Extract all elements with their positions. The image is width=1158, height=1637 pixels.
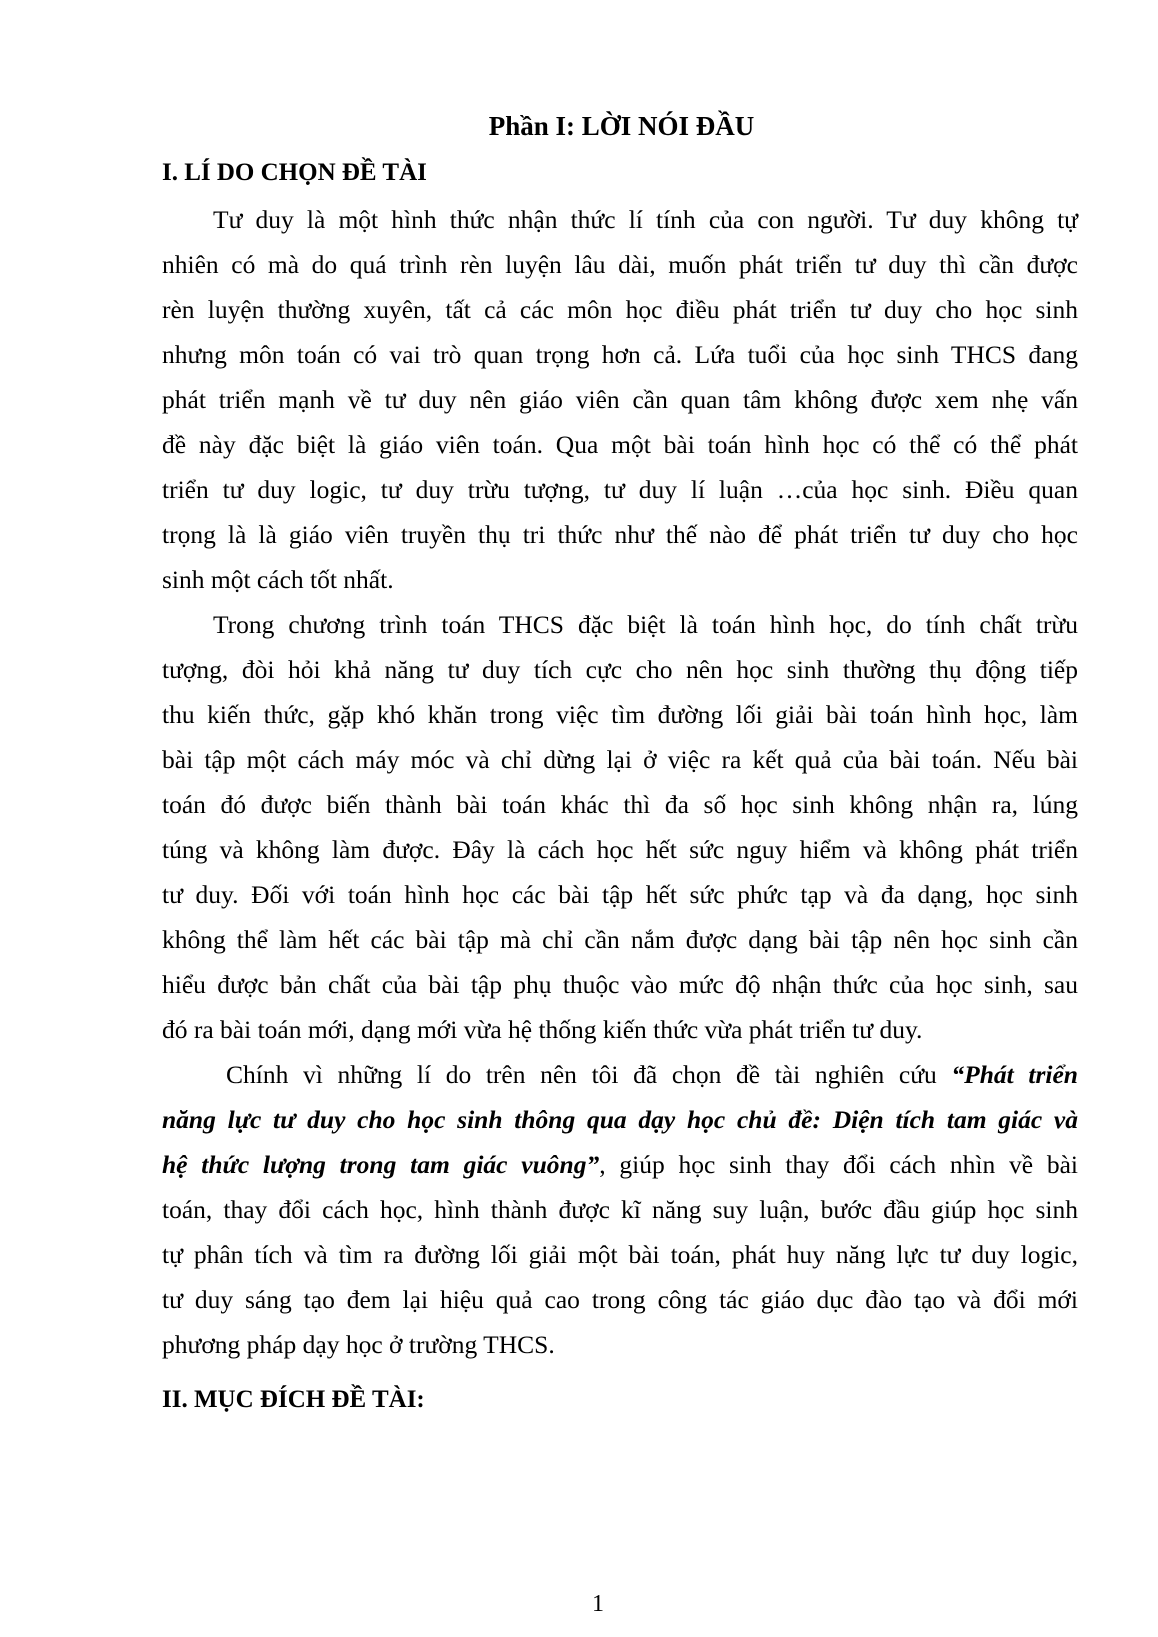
paragraph-line: thu kiến thức, gặp khó khăn trong việc tìm đường lối giải bài toán hình học, làm [162, 700, 1078, 729]
paragraph-line: tượng, đòi hỏi khả năng tư duy tích cực cho nên học sinh thường thụ động tiếp [162, 655, 1078, 684]
section-heading-1: I. LÍ DO CHỌN ĐỀ TÀI [162, 159, 427, 186]
paragraph-line: hiểu được bản chất của bài tập phụ thuộc vào mức độ nhận thức của học sinh, sau [162, 970, 1078, 999]
paragraph-line: toán đó được biến thành bài toán khác thì đa số học sinh không nhận ra, lúng [162, 790, 1078, 819]
paragraph-line: nhiên có mà do quá trình rèn luyện lâu dài, muốn phát triển tư duy thì cần được [162, 250, 1078, 279]
paragraph-line: túng và không làm được. Đây là cách học hết sức nguy hiểm và không phát triển [162, 835, 1078, 864]
section-heading-2: II. MỤC ĐÍCH ĐỀ TÀI: [162, 1386, 425, 1413]
paragraph-line: Trong chương trình toán THCS đặc biệt là toán hình học, do tính chất trừu [213, 610, 1078, 639]
line-text: , giúp học sinh thay đổi cách nhìn về bài [599, 1150, 1078, 1179]
paragraph-line: bài tập một cách máy móc và chỉ dừng lại ở việc ra kết quả của bài toán. Nếu bài [162, 745, 1078, 774]
paragraph-line: tự phân tích và tìm ra đường lối giải một bài toán, phát huy năng lực tư duy logic, [162, 1240, 1078, 1269]
paragraph-line: đề này đặc biệt là giáo viên toán. Qua một bài toán hình học có thể có thể phát [162, 430, 1078, 459]
topic-title-part-1: “Phát triển [951, 1060, 1078, 1089]
paragraph-line: rèn luyện thường xuyên, tất cả các môn học điều phát triển tư duy cho học sinh [162, 295, 1078, 324]
paragraph-line: sinh một cách tốt nhất. [162, 565, 394, 594]
paragraph-line: trọng là là giáo viên truyền thụ tri thức như thế nào để phát triển tư duy cho học [162, 520, 1078, 549]
paragraph-line: tư duy sáng tạo đem lại hiệu quả cao trong công tác giáo dục đào tạo và đổi mới [162, 1285, 1078, 1314]
paragraph-line: Tư duy là một hình thức nhận thức lí tính của con người. Tư duy không tự [213, 205, 1078, 234]
line-text: Chính vì những lí do trên nên tôi đã chọn đề tài nghiên cứu [226, 1060, 952, 1089]
paragraph-line: đó ra bài toán mới, dạng mới vừa hệ thống kiến thức vừa phát triển tư duy. [162, 1015, 923, 1044]
paragraph-line: phát triển mạnh về tư duy nên giáo viên cần quan tâm không được xem nhẹ vấn [162, 385, 1078, 414]
paragraph-line: tư duy. Đối với toán hình học các bài tập hết sức phức tạp và đa dạng, học sinh [162, 880, 1078, 909]
page-title: Phần I: LỜI NÓI ĐẦU [488, 111, 755, 141]
paragraph-line: toán, thay đổi cách học, hình thành được kĩ năng suy luận, bước đầu giúp học sinh [162, 1195, 1078, 1224]
paragraph-line: triển tư duy logic, tư duy trừu tượng, tư duy lí luận …của học sinh. Điều quan [162, 475, 1078, 504]
paragraph-line [162, 1104, 1078, 1136]
paragraph-line [162, 1149, 1078, 1181]
paragraph-line: phương pháp dạy học ở trường THCS. [162, 1330, 555, 1359]
page-number: 1 [592, 1591, 604, 1617]
paragraph-line [226, 1059, 1078, 1091]
paragraph-line: không thể làm hết các bài tập mà chỉ cần nắm được dạng bài tập nên học sinh cần [162, 925, 1078, 954]
topic-title-part-2: năng lực tư duy cho học sinh thông qua dạy học chủ đề: Diện tích tam giác và [162, 1105, 1078, 1134]
paragraph-line: nhưng môn toán có vai trò quan trọng hơn cả. Lứa tuổi của học sinh THCS đang [162, 340, 1078, 369]
topic-title-part-3: hệ thức lượng trong tam giác vuông” [162, 1150, 600, 1179]
